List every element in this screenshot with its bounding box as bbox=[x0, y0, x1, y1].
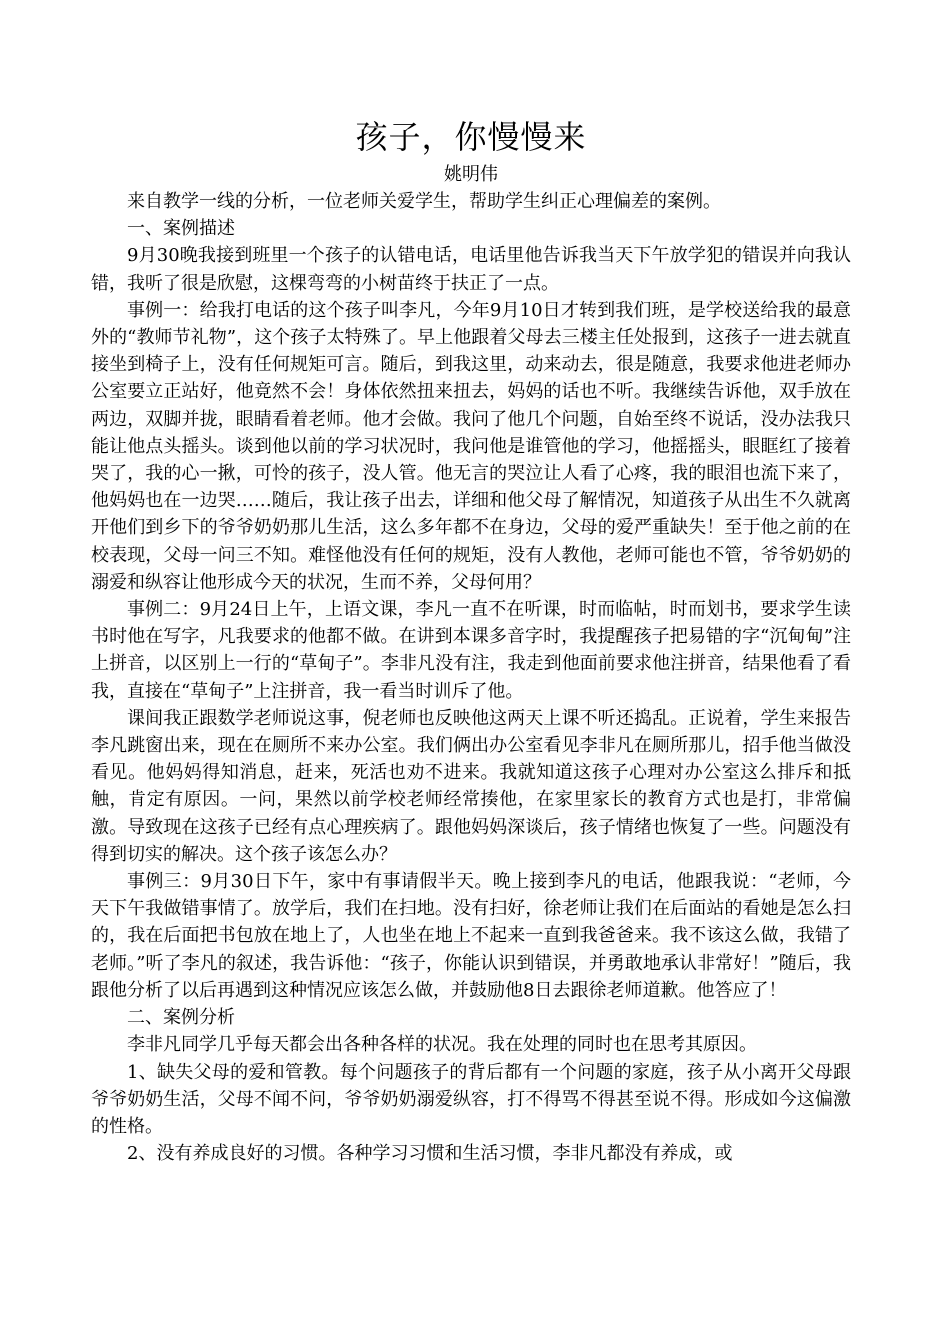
document-page bbox=[91, 112, 851, 1167]
section-heading-case-description: 一、案例描述 bbox=[127, 218, 235, 240]
paragraph-case-one: 事例一：给我打电话的这个孩子叫李凡，今年9月10日才转到我们班，是学校送给我的最意外的“教师节礼物”，这个孩子太特殊了。早上他跟着父母去三楼主任处报到，这孩子一进去就直接坐到椅子上，没有任何规矩可言。随后，到我这里，动来动去，很是随意，我要求他进老师办公室要立正站好，他竟然不会！身体依然扭来扭去，妈妈的话也不听。我继续告诉他，双手放在两边，双脚并拢，眼睛看着老师。他才会做。我问了他几个问题，自始至终不说话，没办法我只能让他点头摇头。谈到他以前的学习状况时，我问他是谁管他的学习，他摇摇头，眼眶红了接着哭了，我的心一揪，可怜的孩子，没人管。他无言的哭泣让人看了心疼，我的眼泪也流下来了，他妈妈也在一边哭……随后，我让孩子出去，详细和他父母了解情况，知道孩子从出生不久就离开他们到乡下的爷爷奶奶那儿生活，这么多年都不在身边，父母的爱严重缺失！至于他之前的在校表现，父母一问三不知。难怪他没有任何的规矩，没有人教他，老师可能也不管，爷爷奶奶的溺爱和纵容让他形成今天的状况，生而不养，父母何用？ bbox=[91, 299, 851, 593]
paragraph-case-two: 事例二：9月24日上午，上语文课，李凡一直不在听课，时而临帖，时而划书，要求学生读书时他在写字，凡我要求的他都不做。在讲到本课多音字时，我提醒孩子把易错的字“沉甸甸”注上拼音，以区别上一行的“草甸子”。李非凡没有注，我走到他面前要求他注拼音，结果他看了看我，直接在“草甸子”上注拼音，我一看当时训斥了他。 bbox=[91, 599, 851, 702]
document-author: 姚明伟 bbox=[444, 164, 498, 185]
paragraph-analysis-intro: 李非凡同学几乎每天都会出各种各样的状况。我在处理的同时也在思考其原因。 bbox=[127, 1034, 757, 1056]
paragraph-case-two-followup: 课间我正跟数学老师说这事，倪老师也反映他这两天上课不听还捣乱。正说着，学生来报告李凡跳窗出来，现在在厕所不来办公室。我们俩出办公室看见李非凡在厕所那儿，招手他当做没看见。他妈妈得知消息，赶来，死活也劝不进来。我就知道这孩子心理对办公室这么排斥和抵触，肯定有原因。一问，果然以前学校老师经常揍他，在家里家长的教育方式也是打，非常偏激。导致现在这孩子已经有点心理疾病了。跟他妈妈深谈后，孩子情绪也恢复了一些。问题没有得到切实的解决。这个孩子该怎么办？ bbox=[91, 707, 851, 865]
paragraph-case-three: 事例三：9月30日下午，家中有事请假半天。晚上接到李凡的电话，他跟我说：“老师，今天下午我做错事情了。放学后，我们在扫地。没有扫好，徐老师让我们在后面站的看她是怎么扫的，我在后面把书包放在地上了，人也坐在地上不起来一直到我爸爸来。我不该这么做，我错了老师。”听了李凡的叙述，我告诉他：“孩子，你能认识到错误，并勇敢地承认非常好！”随后，我跟他分析了以后再遇到这种情况应该怎么做，并鼓励他8日去跟徐老师道歉。他答应了！ bbox=[91, 871, 851, 1001]
paragraph-analysis-point-1: 1、缺失父母的爱和管教。每个问题孩子的背后都有一个问题的家庭，孩子从小离开父母跟爷爷奶奶生活，父母不闻不问，爷爷奶奶溺爱纵容，打不得骂不得甚至说不得。形成如今这偏激的性格。 bbox=[91, 1061, 851, 1137]
section-heading-case-analysis: 二、案例分析 bbox=[127, 1007, 235, 1029]
paragraph-analysis-point-2: 2、没有养成良好的习惯。各种学习习惯和生活习惯，李非凡都没有养成，或 bbox=[127, 1143, 733, 1165]
document-title: 孩子，你慢慢来 bbox=[355, 118, 587, 156]
intro-paragraph: 来自教学一线的分析，一位老师关爱学生，帮助学生纠正心理偏差的案例。 bbox=[127, 191, 721, 212]
paragraph-1: 9月30晚我接到班里一个孩子的认错电话，电话里他告诉我当天下午放学犯的错误并向我认错，我听了很是欣慰，这棵弯弯的小树苗终于扶正了一点。 bbox=[91, 245, 851, 294]
